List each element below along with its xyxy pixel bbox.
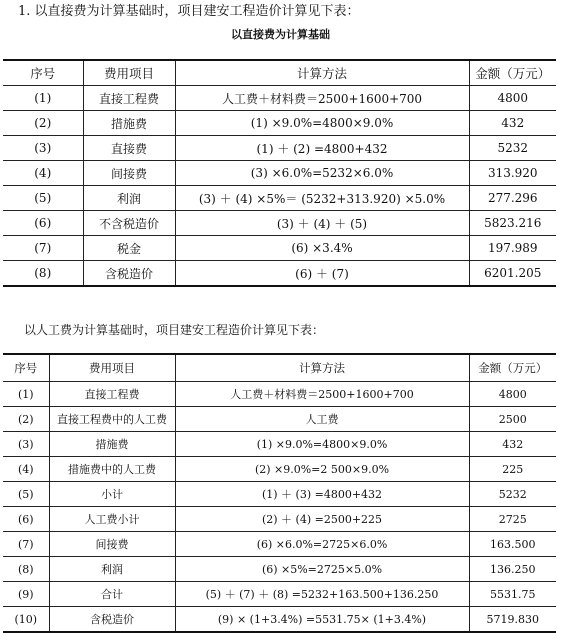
row-number-cell: (1)	[3, 382, 49, 407]
amount-cell: 5232	[469, 136, 556, 161]
cost-item-cell: 税金	[83, 236, 175, 261]
table-header-row	[3, 354, 556, 382]
cost-item-cell: 措施费中的人工费	[49, 457, 175, 482]
cost-item-cell: 直接工程费中的人工费	[49, 407, 175, 432]
calculation-method-cell: 人工费＋材料费＝2500+1600+700	[175, 86, 469, 111]
amount-cell: 5823.216	[469, 211, 556, 236]
calculation-method-cell: (3) ×6.0%=5232×6.0%	[175, 161, 469, 186]
amount-cell: 197.989	[469, 236, 556, 261]
cost-item-cell: 措施费	[49, 432, 175, 457]
table-row	[3, 607, 556, 633]
column-header: 金额（万元）	[469, 60, 556, 86]
table-row	[3, 432, 556, 457]
calculation-method-cell: (6) ×6.0%=2725×6.0%	[175, 532, 469, 557]
calculation-method-cell: (2) ＋ (4) =2500+225	[175, 507, 469, 532]
table-row	[3, 186, 556, 211]
amount-cell: 432	[469, 432, 556, 457]
cost-item-cell: 利润	[83, 186, 175, 211]
row-number-cell: (8)	[3, 261, 83, 287]
column-header: 费用项目	[83, 60, 175, 86]
row-number-cell: (4)	[3, 457, 49, 482]
table-header-row	[3, 60, 556, 86]
amount-cell: 163.500	[469, 532, 556, 557]
calculation-method-cell: (5) ＋ (7) ＋ (8) =5232+163.500+136.250	[175, 582, 469, 607]
calculation-method-cell: 人工费	[175, 407, 469, 432]
amount-cell: 5531.75	[469, 582, 556, 607]
table-row	[3, 407, 556, 432]
table-row	[3, 161, 556, 186]
amount-cell: 136.250	[469, 557, 556, 582]
table-direct-cost-basis	[3, 59, 556, 287]
calculation-method-cell: (1) ＋ (3) =4800+432	[175, 482, 469, 507]
calculation-method-cell: (6) ＋ (7)	[175, 261, 469, 287]
row-number-cell: (5)	[3, 186, 83, 211]
row-number-cell: (4)	[3, 161, 83, 186]
column-header: 序号	[3, 60, 83, 86]
row-number-cell: (9)	[3, 582, 49, 607]
amount-cell: 225	[469, 457, 556, 482]
cost-item-cell: 含税造价	[49, 607, 175, 633]
calculation-method-cell: (9) × (1+3.4%) =5531.75× (1+3.4%)	[175, 607, 469, 633]
table2-body	[3, 382, 556, 633]
column-header: 费用项目	[49, 354, 175, 382]
section1-heading: 1. 以直接费为计算基础时，项目建安工程造价计算见下表：	[18, 4, 360, 19]
table-row	[3, 136, 556, 161]
row-number-cell: (7)	[3, 532, 49, 557]
table-row	[3, 382, 556, 407]
table-row	[3, 557, 556, 582]
column-header: 计算方法	[175, 354, 469, 382]
row-number-cell: (3)	[3, 136, 83, 161]
cost-item-cell: 直接工程费	[49, 382, 175, 407]
amount-cell: 4800	[469, 382, 556, 407]
row-number-cell: (3)	[3, 432, 49, 457]
amount-cell: 313.920	[469, 161, 556, 186]
row-number-cell: (2)	[3, 407, 49, 432]
amount-cell: 6201.205	[469, 261, 556, 287]
cost-item-cell: 间接费	[83, 161, 175, 186]
row-number-cell: (7)	[3, 236, 83, 261]
calculation-method-cell: (3) ＋ (4) ＋ (5)	[175, 211, 469, 236]
calculation-method-cell: (1) ×9.0%=4800×9.0%	[175, 111, 469, 136]
table-row	[3, 582, 556, 607]
amount-cell: 432	[469, 111, 556, 136]
calculation-method-cell: (6) ×5%=2725×5.0%	[175, 557, 469, 582]
table1-title: 以直接费为计算基础	[231, 28, 330, 41]
calculation-method-cell: (1) ＋ (2) =4800+432	[175, 136, 469, 161]
amount-cell: 2500	[469, 407, 556, 432]
cost-item-cell: 直接费	[83, 136, 175, 161]
cost-item-cell: 直接工程费	[83, 86, 175, 111]
table-row	[3, 507, 556, 532]
calculation-method-cell: 人工费＋材料费＝2500+1600+700	[175, 382, 469, 407]
calculation-method-cell: (3) ＋ (4) ×5%＝ (5232+313.920) ×5.0%	[175, 186, 469, 211]
column-header: 序号	[3, 354, 49, 382]
cost-item-cell: 含税造价	[83, 261, 175, 287]
row-number-cell: (1)	[3, 86, 83, 111]
column-header: 金额（万元）	[469, 354, 556, 382]
row-number-cell: (2)	[3, 111, 83, 136]
row-number-cell: (5)	[3, 482, 49, 507]
row-number-cell: (10)	[3, 607, 49, 633]
cost-item-cell: 人工费小计	[49, 507, 175, 532]
table-row	[3, 86, 556, 111]
cost-item-cell: 措施费	[83, 111, 175, 136]
table-row	[3, 261, 556, 287]
calculation-method-cell: (2) ×9.0%=2 500×9.0%	[175, 457, 469, 482]
amount-cell: 2725	[469, 507, 556, 532]
cost-item-cell: 合计	[49, 582, 175, 607]
cost-item-cell: 不含税造价	[83, 211, 175, 236]
cost-item-cell: 间接费	[49, 532, 175, 557]
table-row	[3, 236, 556, 261]
row-number-cell: (6)	[3, 507, 49, 532]
table-row	[3, 457, 556, 482]
column-header: 计算方法	[175, 60, 469, 86]
table-labor-cost-basis	[3, 353, 556, 633]
amount-cell: 5719.830	[469, 607, 556, 633]
amount-cell: 5232	[469, 482, 556, 507]
row-number-cell: (8)	[3, 557, 49, 582]
calculation-method-cell: (6) ×3.4%	[175, 236, 469, 261]
row-number-cell: (6)	[3, 211, 83, 236]
cost-item-cell: 利润	[49, 557, 175, 582]
cost-item-cell: 小计	[49, 482, 175, 507]
section2-heading: 以人工费为计算基础时，项目建安工程造价计算见下表：	[24, 323, 325, 337]
amount-cell: 4800	[469, 86, 556, 111]
table-row	[3, 482, 556, 507]
table-row	[3, 111, 556, 136]
calculation-method-cell: (1) ×9.0%=4800×9.0%	[175, 432, 469, 457]
table1-body	[3, 86, 556, 287]
table-row	[3, 532, 556, 557]
table-row	[3, 211, 556, 236]
amount-cell: 277.296	[469, 186, 556, 211]
